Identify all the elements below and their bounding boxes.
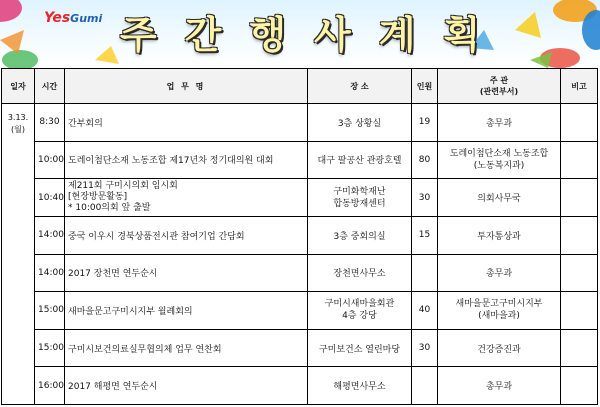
dept-cell: 투자통상과 [438,216,561,254]
table-row [2,367,598,405]
table-row [2,104,598,142]
dept-cell: 의회사무국 [438,179,561,217]
date-cell: 3.13. (월) [2,104,35,405]
place-cell: 3층 중회의실 [308,216,412,254]
table-row [2,254,598,292]
people-cell: 19 [412,104,438,142]
dept-cell: 건강증진과 [438,329,561,367]
task-cell: 중국 이우시 경북상품전시관 참여기업 간담회 [65,216,308,254]
table-header-row [2,69,598,104]
header-note: 비고 [561,69,598,104]
header-time: 시간 [35,69,65,104]
people-cell: 30 [412,329,438,367]
header-place: 장 소 [308,69,412,104]
place-cell: 구미화학재난 합동방재센터 [308,179,412,217]
note-cell [561,367,598,405]
table-row [2,216,598,254]
schedule-table [1,68,598,405]
table-row [2,292,598,330]
people-cell: 30 [412,179,438,217]
page-title: 주간행사계획 [119,13,509,57]
people-cell [412,254,438,292]
time-cell: 15:00 [35,329,65,367]
note-cell [561,179,598,217]
place-cell: 구미보건소 열린마당 [308,329,412,367]
header-banner [0,0,600,68]
time-cell: 8:30 [35,104,65,142]
header-dept: 주 관 (관련부서) [438,69,561,104]
place-cell: 대구 팔공산 관광호텔 [308,141,412,179]
header-people: 인원 [412,69,438,104]
time-cell: 15:00 [35,292,65,330]
header-task: 업 무 명 [65,69,308,104]
yesgumi-logo: YesGumi [44,10,103,26]
people-cell: 80 [412,141,438,179]
dept-cell: 총무과 [438,254,561,292]
task-cell: 도레이첨단소재 노동조합 제17년차 정기대의원 대회 [65,141,308,179]
time-cell: 14:00 [35,216,65,254]
time-cell: 10:00 [35,141,65,179]
place-cell: 구미시새마을회관 4층 강당 [308,292,412,330]
header-date: 일자 [2,69,35,104]
dept-cell: 도레이첨단소재 노동조합 (노동복지과) [438,141,561,179]
note-cell [561,254,598,292]
table-row [2,141,598,179]
dept-cell: 새마을문고구미시지부 (새마을과) [438,292,561,330]
people-cell: 40 [412,292,438,330]
task-cell: 2017 장천면 연두순시 [65,254,308,292]
place-cell: 장천면사무소 [308,254,412,292]
place-cell: 해평면사무소 [308,367,412,405]
note-cell [561,329,598,367]
task-cell: 간부회의 [65,104,308,142]
note-cell [561,104,598,142]
note-cell [561,216,598,254]
task-cell: 구미시보건의료실무협의체 업무 연찬회 [65,329,308,367]
people-cell [412,367,438,405]
people-cell: 15 [412,216,438,254]
table-row [2,329,598,367]
note-cell [561,141,598,179]
time-cell: 14:00 [35,254,65,292]
task-cell: 새마을문고구미시지부 월례회의 [65,292,308,330]
time-cell: 16:00 [35,367,65,405]
task-cell: 2017 해평면 연두순시 [65,367,308,405]
time-cell: 10:40 [35,179,65,217]
table-row [2,179,598,217]
note-cell [561,292,598,330]
dept-cell: 총무과 [438,104,561,142]
dept-cell: 총무과 [438,367,561,405]
place-cell: 3층 상황실 [308,104,412,142]
task-cell: 제211회 구미시의회 임시회 [현장방문활동] * 10:00의회 앞 출발 [65,179,308,217]
